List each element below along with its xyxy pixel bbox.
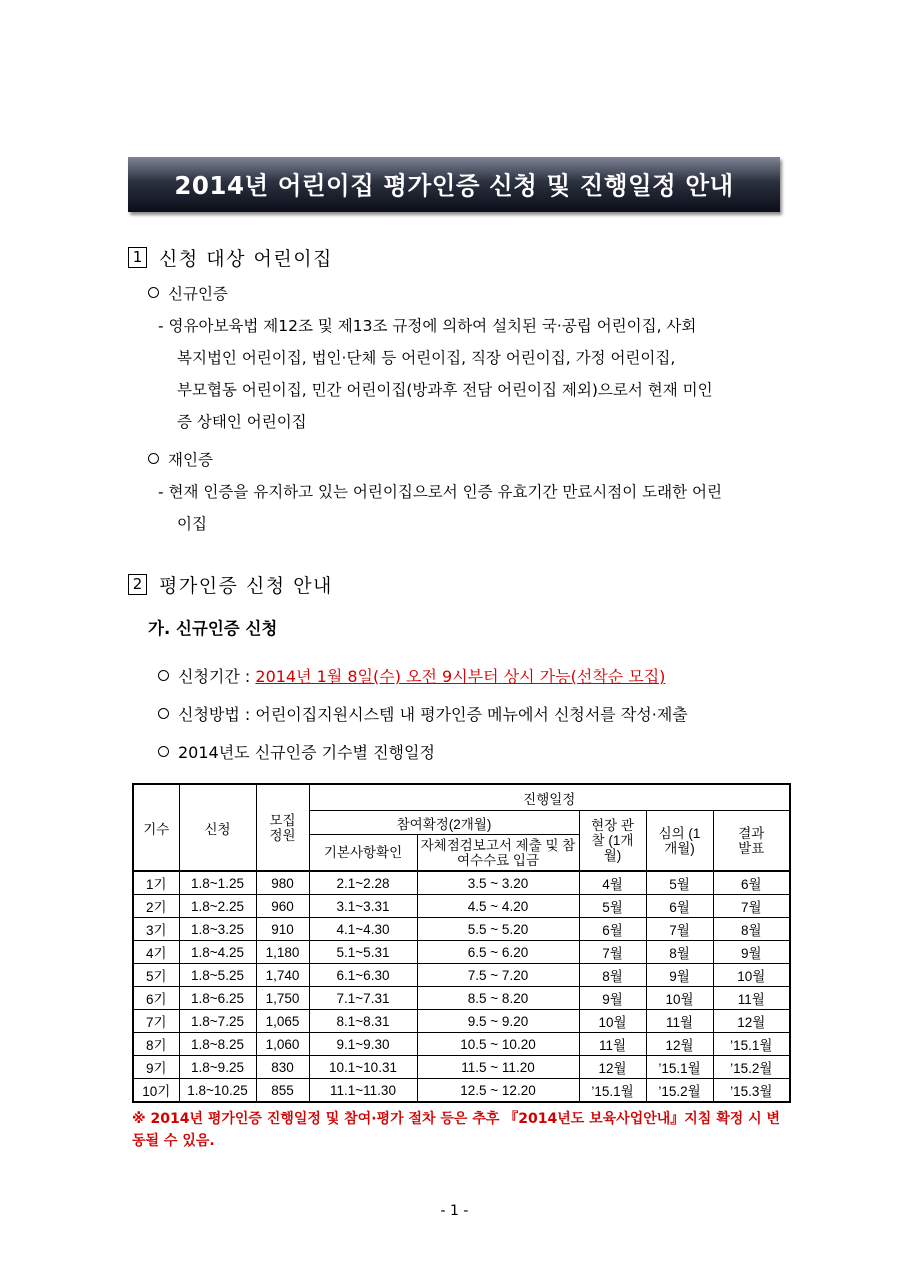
table-cell: 6.5 ~ 6.20: [417, 941, 579, 964]
table-cell: 3기: [133, 918, 179, 941]
table-row: [133, 1079, 790, 1103]
table-cell: 10.1~10.31: [309, 1056, 417, 1079]
table-cell: 1기: [133, 871, 179, 895]
table-cell: 830: [256, 1056, 309, 1079]
table-cell: 1.8~7.25: [179, 1010, 256, 1033]
table-cell: 1.8~8.25: [179, 1033, 256, 1056]
schedule-text: 2014년도 신규인증 기수별 진행일정: [178, 743, 435, 762]
header-result: 결과 발표: [713, 811, 790, 872]
header-round: 기수: [133, 784, 179, 871]
method-text: 신청방법 : 어린이집지원시스템 내 평가인증 메뉴에서 신청서를 작성·제출: [178, 705, 688, 724]
table-row: [133, 871, 790, 895]
table-cell: 10.5 ~ 10.20: [417, 1033, 579, 1056]
header-basic: 기본사항확인: [309, 835, 417, 872]
table-row: [133, 1010, 790, 1033]
page-title: 2014년 어린이집 평가인증 신청 및 진행일정 안내: [174, 171, 734, 200]
table-row: [133, 964, 790, 987]
schedule-table: [132, 783, 791, 1103]
title-banner: [128, 157, 780, 212]
table-cell: 11.1~11.30: [309, 1079, 417, 1103]
table-cell: 6.1~6.30: [309, 964, 417, 987]
table-cell: ’15.3월: [713, 1079, 790, 1103]
header-report: 자체점검보고서 제출 및 참여수수료 입금: [417, 835, 579, 872]
table-cell: 5월: [579, 895, 646, 918]
table-cell: 5기: [133, 964, 179, 987]
table-cell: 11월: [713, 987, 790, 1010]
table-row: [133, 987, 790, 1010]
table-cell: 1.8~3.25: [179, 918, 256, 941]
table-cell: 910: [256, 918, 309, 941]
table-cell: 4월: [579, 871, 646, 895]
table-cell: ’15.1월: [646, 1056, 713, 1079]
table-cell: ’15.2월: [646, 1079, 713, 1103]
table-cell: 1.8~9.25: [179, 1056, 256, 1079]
circle-bullet-icon: [148, 453, 159, 464]
header-confirm: 참여확정(2개월): [309, 811, 579, 835]
header-progress: 진행일정: [309, 784, 790, 811]
circle-bullet-icon: [148, 287, 159, 298]
table-cell: 10월: [646, 987, 713, 1010]
table-cell: 5월: [646, 871, 713, 895]
period-value: 2014년 1월 8일(수) 오전 9시부터 상시 가능(선착순 모집): [255, 667, 666, 686]
table-cell: 12월: [579, 1056, 646, 1079]
table-cell: 12월: [713, 1010, 790, 1033]
table-cell: 1.8~4.25: [179, 941, 256, 964]
table-cell: 5.1~5.31: [309, 941, 417, 964]
table-row: [133, 918, 790, 941]
table-cell: 6월: [579, 918, 646, 941]
table-cell: 1,060: [256, 1033, 309, 1056]
table-cell: ’15.1월: [713, 1033, 790, 1056]
header-review: 심의 (1개월): [646, 811, 713, 872]
table-cell: 9기: [133, 1056, 179, 1079]
table-cell: 6월: [713, 871, 790, 895]
period-label: 신청기간 :: [178, 667, 256, 686]
table-cell: 6월: [646, 895, 713, 918]
table-cell: 1.8~6.25: [179, 987, 256, 1010]
table-cell: 9월: [713, 941, 790, 964]
section-2-number: 2: [128, 574, 147, 595]
table-cell: ’15.1월: [579, 1079, 646, 1103]
table-cell: 11.5 ~ 11.20: [417, 1056, 579, 1079]
table-cell: 10월: [579, 1010, 646, 1033]
table-cell: 2.1~2.28: [309, 871, 417, 895]
table-cell: 855: [256, 1079, 309, 1103]
section-1-heading: [128, 244, 333, 271]
table-cell: 1.8~2.25: [179, 895, 256, 918]
table-cell: 1,180: [256, 941, 309, 964]
circle-bullet-icon: [158, 708, 169, 719]
table-cell: 3.1~3.31: [309, 895, 417, 918]
re-cert-label-line: [148, 448, 213, 470]
table-cell: 8월: [646, 941, 713, 964]
table-cell: 12월: [646, 1033, 713, 1056]
table-cell: 10기: [133, 1079, 179, 1103]
section-2-heading: [128, 571, 333, 598]
table-cell: 9.5 ~ 9.20: [417, 1010, 579, 1033]
table-cell: 9월: [579, 987, 646, 1010]
table-cell: ’15.2월: [713, 1056, 790, 1079]
table-cell: 11월: [646, 1010, 713, 1033]
new-cert-label: 신규인증: [168, 285, 228, 303]
table-cell: 7.1~7.31: [309, 987, 417, 1010]
table-cell: 8월: [713, 918, 790, 941]
table-cell: 4.5 ~ 4.20: [417, 895, 579, 918]
table-cell: 1,750: [256, 987, 309, 1010]
table-cell: 960: [256, 895, 309, 918]
table-cell: 7월: [713, 895, 790, 918]
table-cell: 7기: [133, 1010, 179, 1033]
period-line: [158, 664, 665, 687]
table-cell: 2기: [133, 895, 179, 918]
table-cell: 1.8~1.25: [179, 871, 256, 895]
re-cert-line-1: - 현재 인증을 유지하고 있는 어린이집으로서 인증 유효기간 만료시점이 도래한 어린: [158, 483, 722, 501]
section-1-number: 1: [128, 247, 147, 268]
table-cell: 7월: [579, 941, 646, 964]
new-cert-line-2: 복지법인 어린이집, 법인·단체 등 어린이집, 직장 어린이집, 가정 어린이집,: [177, 349, 676, 367]
table-cell: 4기: [133, 941, 179, 964]
table-cell: 7.5 ~ 7.20: [417, 964, 579, 987]
new-cert-label-line: [148, 282, 228, 304]
new-cert-line-1: - 영유아보육법 제12조 및 제13조 규정에 의하여 설치된 국·공립 어린이집, 사회: [158, 317, 697, 335]
table-cell: 7월: [646, 918, 713, 941]
table-cell: 6기: [133, 987, 179, 1010]
table-cell: 8.1~8.31: [309, 1010, 417, 1033]
table-cell: 9.1~9.30: [309, 1033, 417, 1056]
table-cell: 8기: [133, 1033, 179, 1056]
table-cell: 980: [256, 871, 309, 895]
table-cell: 8월: [579, 964, 646, 987]
table-cell: 3.5 ~ 3.20: [417, 871, 579, 895]
table-cell: 1,740: [256, 964, 309, 987]
table-cell: 11월: [579, 1033, 646, 1056]
new-cert-line-3: 부모협동 어린이집, 민간 어린이집(방과후 전담 어린이집 제외)으로서 현재 미인: [177, 381, 713, 399]
table-cell: 1.8~5.25: [179, 964, 256, 987]
table-cell: 5.5 ~ 5.20: [417, 918, 579, 941]
header-capacity: 모집 정원: [256, 784, 309, 871]
table-row: [133, 941, 790, 964]
table-cell: 9월: [646, 964, 713, 987]
method-line: [158, 702, 688, 725]
circle-bullet-icon: [158, 670, 169, 681]
section-1-title: 신청 대상 어린이집: [159, 248, 333, 270]
table-cell: 12.5 ~ 12.20: [417, 1079, 579, 1103]
subsection-title: 가. 신규인증 신청: [148, 619, 278, 638]
re-cert-label: 재인증: [168, 451, 213, 469]
footnote: ※ 2014년 평가인증 진행일정 및 참여·평가 절차 등은 추후 『2014년도 보육사업안내』지침 확정 시 변동될 수 있음.: [132, 1111, 781, 1149]
table-cell: 8.5 ~ 8.20: [417, 987, 579, 1010]
circle-bullet-icon: [158, 746, 169, 757]
header-apply: 신청: [179, 784, 256, 871]
page-number: - 1 -: [440, 1203, 469, 1219]
table-row: [133, 1033, 790, 1056]
table-cell: 4.1~4.30: [309, 918, 417, 941]
table-row: [133, 1056, 790, 1079]
schedule-line: [158, 740, 435, 763]
section-2-title: 평가인증 신청 안내: [159, 575, 333, 597]
re-cert-line-2: 이집: [177, 515, 207, 533]
table-row: [133, 895, 790, 918]
table-cell: 1.8~10.25: [179, 1079, 256, 1103]
table-cell: 1,065: [256, 1010, 309, 1033]
header-visit: 현장 관찰 (1개월): [579, 811, 646, 872]
new-cert-line-4: 증 상태인 어린이집: [177, 413, 307, 431]
table-cell: 10월: [713, 964, 790, 987]
